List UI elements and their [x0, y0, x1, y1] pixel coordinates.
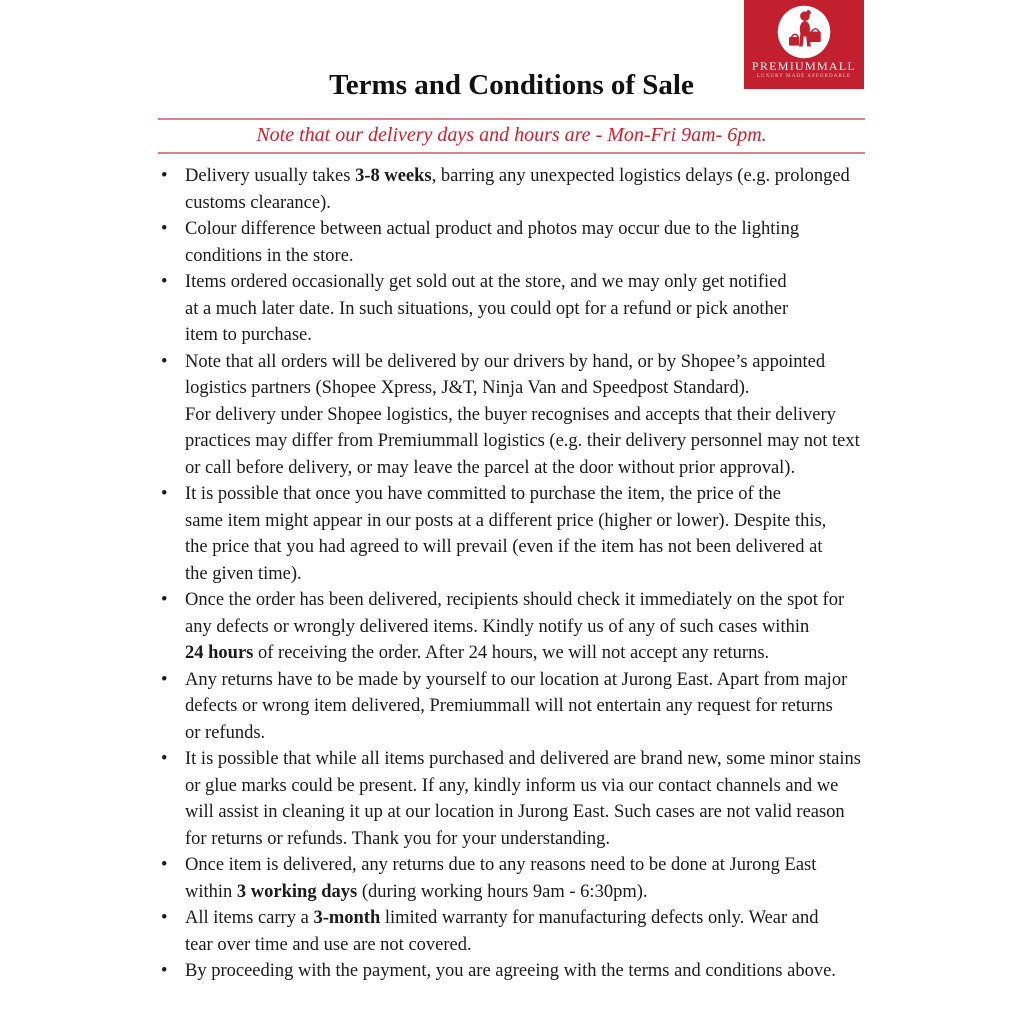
term-line: conditions in the store.: [185, 245, 354, 266]
term-line: the price that you had agreed to will prevail (even if the item has not been delivered at: [185, 537, 823, 557]
term-line: practices may differ from Premiummall logistics (e.g. their delivery personnel may not text: [185, 431, 860, 451]
term-item: [158, 746, 865, 852]
term-line: • Any returns have to be made by yourself to our location at Jurong East. Apart from major: [185, 669, 848, 690]
term-line: • Items ordered occasionally get sold out at the store, and we may only get notified: [185, 272, 787, 292]
term-line: item to purchase.: [185, 325, 312, 345]
term-item: [158, 958, 865, 985]
page-title: Terms and Conditions of Sale: [329, 69, 694, 101]
term-line: the given time).: [185, 563, 302, 584]
delivery-note-text: Note that our delivery days and hours are - Mon-Fri 9am- 6pm.: [256, 124, 767, 146]
term-line: will assist in cleaning it up at our location in Jurong East. Such cases are not valid reason: [185, 802, 845, 822]
term-line: • Note that all orders will be delivered by our drivers by hand, or by Shopee’s appointed: [185, 351, 826, 372]
term-item: [158, 587, 865, 667]
term-line: or glue marks could be present. If any, kindly inform us via our contact channels and we: [185, 775, 839, 796]
term-line: or call before delivery, or may leave the parcel at the door without prior approval).: [185, 457, 796, 478]
term-line: For delivery under Shopee logistics, the buyer recognises and accepts that their delivery: [185, 404, 836, 425]
delivery-note-band: [158, 118, 865, 154]
term-line: • All items carry a 3-month limited warranty for manufacturing defects only. Wear and: [185, 908, 819, 928]
term-line: tear over time and use are not covered.: [185, 934, 472, 955]
term-line: within 3 working days (during working hours 9am - 6:30pm).: [185, 881, 648, 902]
logo-brand-text: PREMIUMMALL: [751, 59, 857, 73]
term-line: defects or wrong item delivered, Premiummall will not entertain any request for returns: [185, 696, 833, 716]
term-line: • Colour difference between actual product and photos may occur due to the lighting: [185, 219, 800, 239]
term-line: at a much later date. In such situations, you could opt for a refund or pick another: [185, 298, 789, 319]
term-line: logistics partners (Shopee Xpress, J&T, Ninja Van and Speedpost Standard).: [185, 378, 750, 398]
term-item: [158, 349, 865, 482]
terms-list: [158, 163, 865, 985]
logo-tagline-text: LUXURY MADE AFFORDABLE: [756, 74, 852, 79]
term-item: [158, 852, 865, 905]
document-content: [158, 0, 865, 985]
term-line: • Once the order has been delivered, recipients should check it immediately on the spot for: [185, 590, 845, 610]
term-line: same item might appear in our posts at a different price (higher or lower). Despite this,: [185, 510, 827, 531]
term-line: • By proceeding with the payment, you are agreeing with the terms and conditions above.: [185, 961, 836, 981]
term-item: [158, 216, 865, 269]
term-line: • It is possible that once you have committed to purchase the item, the price of the: [185, 484, 781, 504]
term-item: [158, 481, 865, 587]
term-item: [158, 163, 865, 216]
term-item: [158, 667, 865, 747]
term-line: • It is possible that while all items purchased and delivered are brand new, some minor stains: [185, 749, 861, 769]
term-line: or refunds.: [185, 722, 266, 743]
term-line: • Delivery usually takes 3-8 weeks, barring any unexpected logistics delays (e.g. prolonged: [185, 166, 850, 186]
term-line: any defects or wrongly delivered items. Kindly notify us of any of such cases within: [185, 616, 810, 637]
term-item: [158, 269, 865, 349]
term-line: • Once item is delivered, any returns due to any reasons need to be done at Jurong East: [185, 855, 817, 875]
term-line: customs clearance).: [185, 192, 331, 213]
term-line: 24 hours of receiving the order. After 24 hours, we will not accept any returns.: [185, 643, 770, 663]
term-item: [158, 905, 865, 958]
term-line: for returns or refunds. Thank you for your understanding.: [185, 828, 611, 849]
